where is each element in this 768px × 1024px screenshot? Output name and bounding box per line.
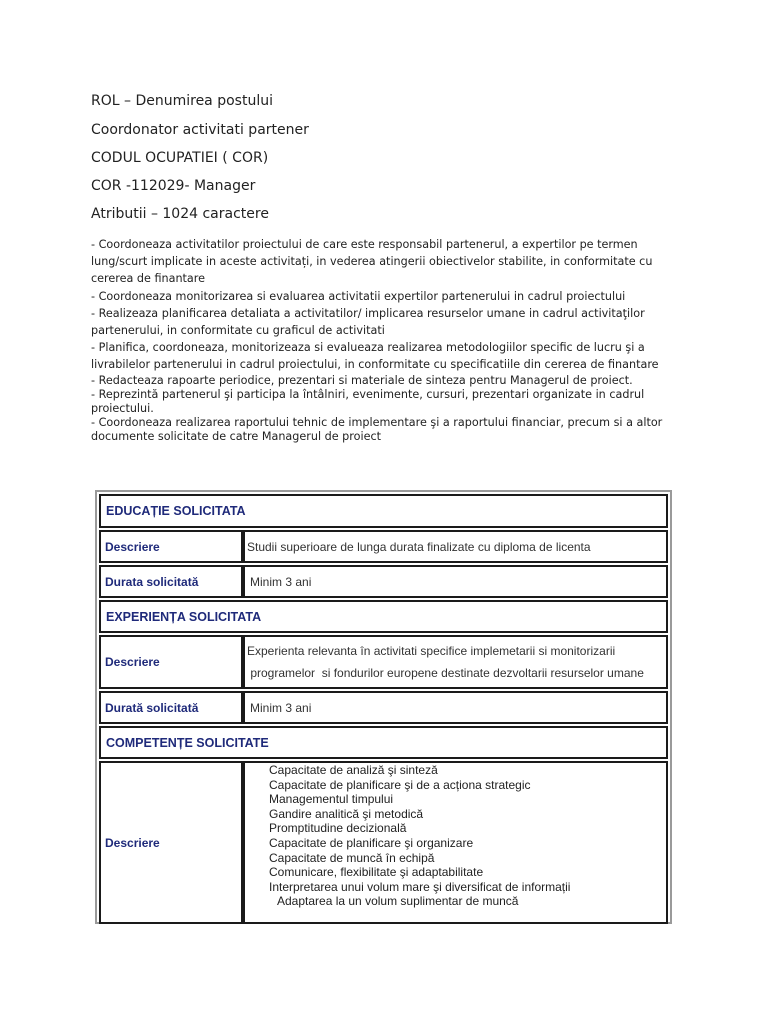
competences-desc-label-cell [99, 761, 243, 924]
competence-item: Capacitate de planificare şi de a acționa strategic [269, 777, 531, 792]
duty-item: - Coordoneaza monitorizarea si evaluarea activitatii expertilor partenerului in cadrul proiectului [91, 289, 626, 303]
education-title-cell [99, 494, 668, 528]
duty-item: - Realizeaza planificarea detaliata a activitatilor/ implicarea resurselor umane in cadrul activitaţilor partenerului, in conformitate cu graficul de activitati [91, 306, 645, 338]
duty-item: - Coordoneaza activitatilor proiectului de care este responsabil partenerul, a expertilor pe termen lung/scurt implicate in aceste activitați, in vederea atingerii obiectivelor stabilite, in conformitate cu cererea de finantare [91, 238, 653, 286]
competences-list [269, 763, 570, 909]
experience-title-cell [99, 600, 668, 633]
competences-desc-label: Descriere [105, 835, 160, 850]
competences-title: COMPETENȚE SOLICITATE [106, 735, 269, 750]
experience-desc-label: Descriere [105, 655, 160, 669]
education-title: EDUCAȚIE SOLICITATA [106, 504, 246, 518]
role-value: Coordonator activitati partener [91, 122, 309, 138]
competence-item: Promptitudine decizională [269, 821, 407, 836]
education-duration-label: Durata solicitată [105, 574, 199, 589]
experience-desc-line: Experienta relevanta în activitati specifice implemetarii si monitorizarii [247, 644, 616, 658]
duties-list [91, 236, 671, 444]
experience-duration-value: Minim 3 ani [250, 700, 312, 715]
competence-item: Capacitate de analiză şi sinteză [269, 763, 438, 777]
experience-duration-value-cell [243, 691, 668, 724]
education-duration-value-cell [243, 565, 668, 598]
competence-item: Capacitate de planificare şi organizare [269, 835, 474, 850]
duty-item: - Redacteaza rapoarte periodice, prezentari si materiale de sinteza pentru Managerul de proiect. [91, 373, 633, 387]
competence-item: Comunicare, flexibilitate şi adaptabilitate [269, 865, 484, 880]
education-desc-value: Studii superioare de lunga durata finalizate cu diploma de licenta [247, 539, 591, 554]
experience-desc-value-cell [243, 635, 668, 689]
experience-duration-label: Durată solicitată [105, 700, 199, 715]
education-desc-label: Descriere [105, 539, 160, 554]
competence-item: Adaptarea la un volum suplimentar de muncă [277, 894, 519, 909]
cor-value: COR -112029- Manager [91, 178, 256, 194]
duty-item: - Reprezintă partenerul şi participa la întâlniri, evenimente, cursuri, prezentari organizate in cadrul proiectului. [91, 387, 645, 415]
competence-item: Managementul timpului [269, 792, 394, 807]
competences-title-cell [99, 726, 668, 759]
education-desc-value-cell [243, 530, 668, 563]
competence-item: Interpretarea unui volum mare şi diversificat de informații [269, 879, 571, 894]
cor-label: CODUL OCUPATIEI ( COR) [91, 150, 269, 166]
experience-desc-line: programelor si fondurilor europene destinate dezvoltarii resurselor umane [247, 666, 644, 680]
competence-item: Gandire analitică şi metodică [269, 806, 424, 821]
competence-item: Capacitate de muncă în echipă [269, 850, 435, 865]
duty-item: - Planifica, coordoneaza, monitorizeaza si evalueaza realizarea metodologiilor specific de lucru şi a livrabilelor partenerului in cadrul proiectului, in conformitate cu specificatiile din cererea de finantare [91, 341, 659, 372]
education-duration-value: Minim 3 ani [250, 574, 312, 589]
experience-desc-label-cell [99, 635, 243, 689]
duty-item: - Coordoneaza realizarea raportului tehnic de implementare şi a raportului financiar, precum si a altor documente solicitate de catre Managerul de proiect [91, 415, 663, 443]
competences-desc-value-cell [243, 761, 668, 924]
duties-label: Atributii – 1024 caractere [91, 206, 269, 222]
requirements-table [95, 490, 672, 924]
experience-title: EXPERIENȚA SOLICITATA [106, 609, 262, 624]
experience-duration-label-cell [99, 691, 243, 724]
role-label: ROL – Denumirea postului [91, 93, 273, 109]
education-desc-label-cell [99, 530, 243, 563]
education-duration-label-cell [99, 565, 243, 598]
